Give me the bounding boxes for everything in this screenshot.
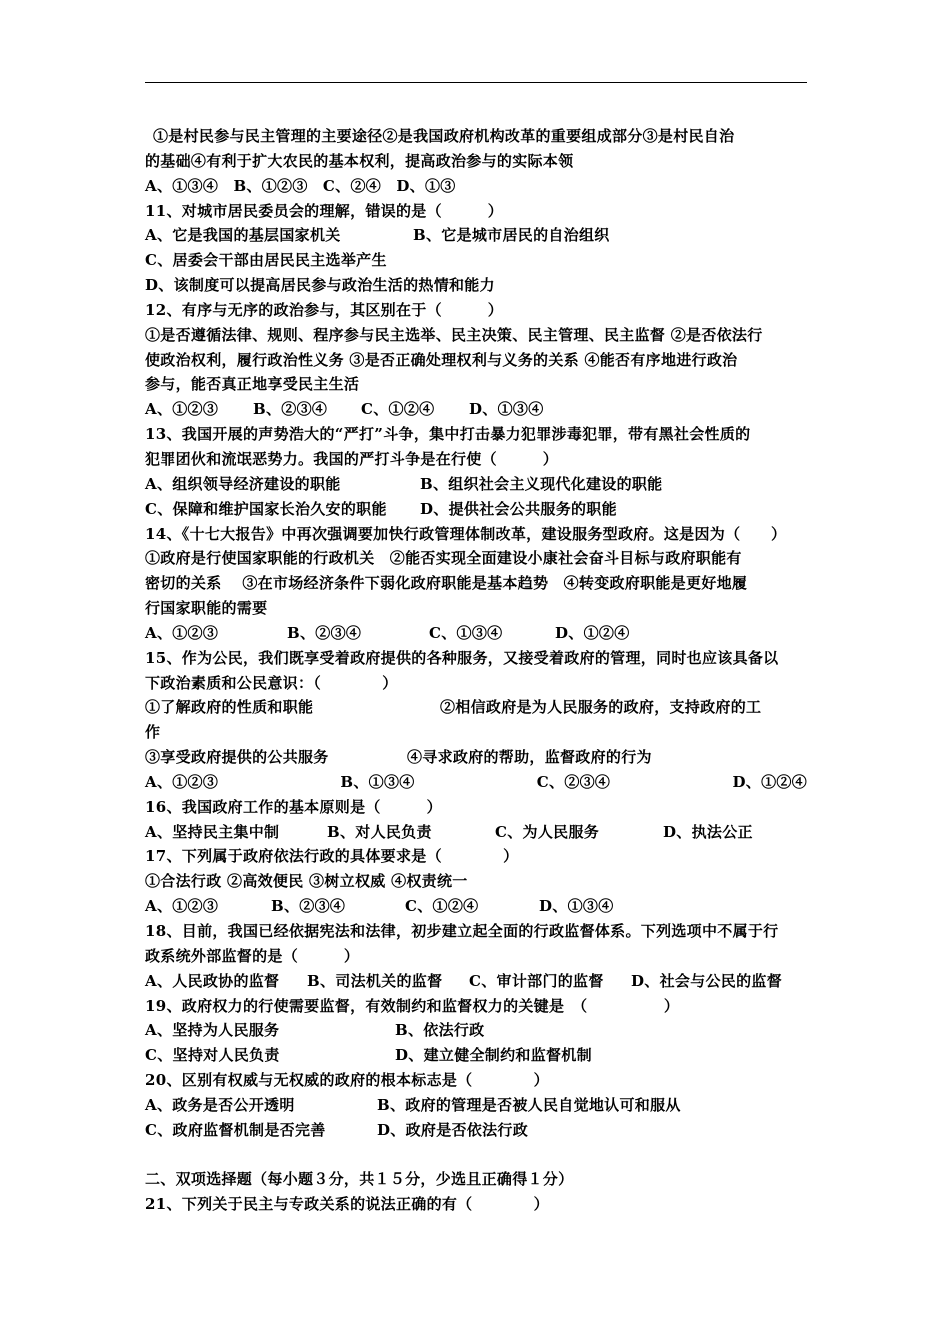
q13-option-b: B、组织社会主义现代化建设的职能 xyxy=(420,474,663,493)
q18-option-d: D、社会与公民的监督 xyxy=(631,971,783,990)
q18-stem-line1: 18、目前，我国已经依据宪法和法律，初步建立起全面的行政监督体系。下列选项中不属于行 xyxy=(145,922,779,940)
q12-option-c: C、①②④ xyxy=(361,400,435,419)
q15-statement-3: ③享受政府提供的公共服务 xyxy=(145,748,329,767)
spacer xyxy=(145,1143,807,1168)
q14-stem: 14、《十七大报告》中再次强调要加快行政管理体制改革，建设服务型政府。这是因为（ ） xyxy=(145,524,787,543)
q14-statement-line3: 行国家职能的需要 xyxy=(145,599,268,618)
q19-option-d: D、建立健全制约和监督机制 xyxy=(395,1046,592,1065)
section-2-heading: 二、双项选择题（每小题３分，共１５分，少选且正确得１分） xyxy=(145,1170,574,1189)
q12-option-b: B、②③④ xyxy=(253,400,328,419)
q14-option-a: A、①②③ xyxy=(145,623,219,642)
q18-option-a: A、人民政协的监督 xyxy=(145,971,280,990)
q12-option-d: D、①③④ xyxy=(469,400,544,419)
q10-options: A、①③④ B、①②③ C、②④ D、①③ xyxy=(145,176,456,195)
q10-statement-line1: ①是村民参与民主管理的主要途径②是我国政府机构改革的重要组成部分③是村民自治 xyxy=(153,127,735,145)
q15-statement-4: ④寻求政府的帮助，监督政府的行为 xyxy=(407,748,652,767)
q15-option-a: A、①②③ xyxy=(145,772,219,791)
q18-stem-line2: 政系统外部监督的是（ ） xyxy=(145,946,360,965)
q15-statement-1: ①了解政府的性质和职能 xyxy=(145,698,314,717)
q13-stem-line2: 犯罪团伙和流氓恶势力。我国的严打斗争是在行使（ ） xyxy=(145,449,559,468)
q14-statement-line1: ①政府是行使国家职能的行政机关 ②能否实现全面建设小康社会奋斗目标与政府职能有 xyxy=(145,549,742,568)
q14-option-c: C、①③④ xyxy=(429,623,503,642)
q12-stem: 12、有序与无序的政治参与，其区别在于（ ） xyxy=(145,300,504,319)
q16-option-a: A、坚持民主集中制 xyxy=(145,822,280,841)
q12-options xyxy=(145,397,807,422)
q19-stem: 19、政府权力的行使需要监督，有效制约和监督权力的关键是 （ ） xyxy=(145,996,680,1015)
q20-option-a: A、政务是否公开透明 xyxy=(145,1095,295,1114)
q16-options xyxy=(145,820,807,845)
q15-stem-line2: 下政治素质和公民意识：（ ） xyxy=(145,673,398,692)
q15-statements-row2 xyxy=(145,745,807,770)
q17-option-a: A、①②③ xyxy=(145,897,219,916)
q18-option-c: C、审计部门的监督 xyxy=(469,971,604,990)
q19-options-row2 xyxy=(145,1043,807,1068)
q11-stem: 11、对城市居民委员会的理解，错误的是（ ） xyxy=(145,201,504,220)
q17-options xyxy=(145,894,807,919)
q16-option-c: C、为人民服务 xyxy=(495,822,600,841)
q14-options xyxy=(145,621,807,646)
q15-stem-line1: 15、作为公民，我们既享受着政府提供的各种服务，又接受着政府的管理，同时也应该具备以 xyxy=(145,648,779,667)
q19-option-c: C、坚持对人民负责 xyxy=(145,1046,280,1065)
q15-statement-2-cont: 作 xyxy=(145,723,161,742)
q20-options-row2 xyxy=(145,1118,807,1143)
q19-option-a: A、坚持为人民服务 xyxy=(145,1021,280,1040)
q13-option-d: D、提供社会公共服务的职能 xyxy=(420,499,617,518)
q15-option-b: B、①③④ xyxy=(340,772,415,791)
q20-stem: 20、区别有权威与无权威的政府的根本标志是（ ） xyxy=(145,1071,549,1090)
q18-options xyxy=(145,969,807,994)
q17-option-c: C、①②④ xyxy=(405,897,479,916)
q12-statement-line2: 使政治权利，履行政治性义务 ③是否正确处理权利与义务的关系 ④能否有序地进行政治 xyxy=(145,350,738,369)
q17-stem: 17、下列属于政府依法行政的具体要求是（ ） xyxy=(145,847,519,866)
q10-statement-line2: 的基础④有利于扩大农民的基本权利，提高政治参与的实际本领 xyxy=(145,151,574,170)
q18-option-b: B、司法机关的监督 xyxy=(307,971,443,990)
q14-statement-line2: 密切的关系 ③在市场经济条件下弱化政府职能是基本趋势 ④转变政府职能是更好地履 xyxy=(145,574,748,593)
q16-option-d: D、执法公正 xyxy=(663,822,753,841)
q13-option-a: A、组织领导经济建设的职能 xyxy=(145,474,341,493)
q16-option-b: B、对人民负责 xyxy=(327,822,432,841)
q14-option-b: B、②③④ xyxy=(287,623,362,642)
q15-statements-row1 xyxy=(145,695,807,720)
q15-option-d: D、①②④ xyxy=(732,772,807,791)
question-content xyxy=(145,124,807,1217)
q15-statement-2: ②相信政府是为人民服务的政府，支持政府的工 xyxy=(440,698,762,717)
q14-option-d: D、①②④ xyxy=(555,623,630,642)
q12-statement-line3: 参与，能否真正地享受民主生活 xyxy=(145,375,360,394)
q17-statements: ①合法行政 ②高效便民 ③树立权威 ④权责统一 xyxy=(145,872,468,891)
q15-option-c: C、②③④ xyxy=(536,772,611,791)
q11-option-b: B、它是城市居民的自治组织 xyxy=(413,226,610,245)
q21-stem: 21、下列关于民主与专政关系的说法正确的有（ ） xyxy=(145,1195,549,1214)
q20-option-c: C、政府监督机制是否完善 xyxy=(145,1120,326,1139)
q16-stem: 16、我国政府工作的基本原则是（ ） xyxy=(145,797,442,816)
q19-options-row1 xyxy=(145,1018,807,1043)
q20-option-b: B、政府的管理是否被人民自觉地认可和服从 xyxy=(377,1095,681,1114)
q20-option-d: D、政府是否依法行政 xyxy=(377,1120,529,1139)
q17-option-d: D、①③④ xyxy=(539,897,614,916)
q11-option-d: D、该制度可以提高居民参与政治生活的热情和能力 xyxy=(145,276,495,295)
q12-option-a: A、①②③ xyxy=(145,400,219,419)
q11-option-c: C、居委会干部由居民民主选举产生 xyxy=(145,251,387,270)
q11-option-a: A、它是我国的基层国家机关 xyxy=(145,226,341,245)
q13-option-c: C、保障和维护国家长治久安的职能 xyxy=(145,499,387,518)
q20-options-row1 xyxy=(145,1093,807,1118)
q17-option-b: B、②③④ xyxy=(271,897,346,916)
q15-options xyxy=(145,770,807,795)
q19-option-b: B、依法行政 xyxy=(395,1021,485,1040)
q13-options-row1 xyxy=(145,472,807,497)
q12-statement-line1: ①是否遵循法律、规则、程序参与民主选举、民主决策、民主管理、民主监督 ②是否依法行 xyxy=(145,325,763,344)
header-rule xyxy=(145,82,807,83)
q11-options-row1 xyxy=(145,223,807,248)
q13-options-row2 xyxy=(145,497,807,522)
q13-stem-line1: 13、我国开展的声势浩大的“严打”斗争，集中打击暴力犯罪涉毒犯罪，带有黑社会性质的 xyxy=(145,425,751,444)
